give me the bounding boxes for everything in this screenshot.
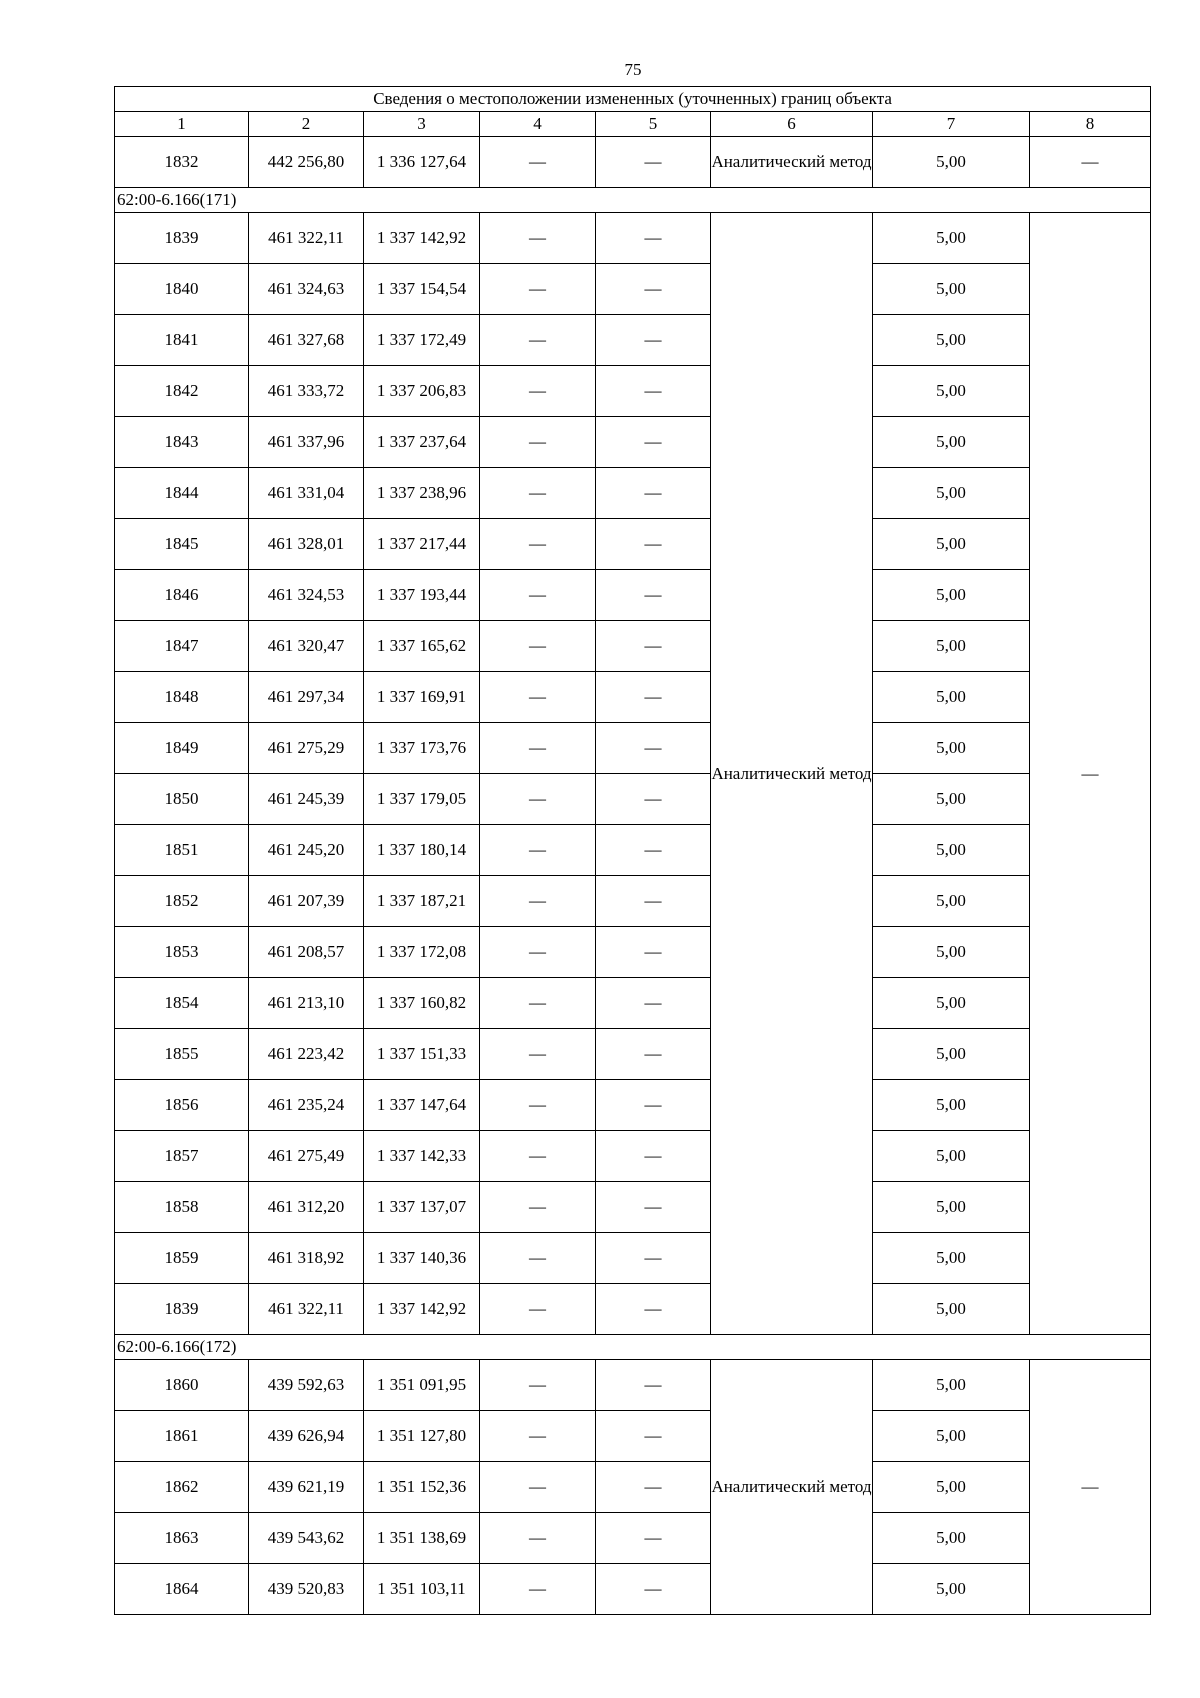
column-5-value: — [596,366,711,417]
coordinate-y: 1 337 187,21 [364,876,480,927]
point-number: 1840 [115,264,249,315]
column-4-value: — [480,417,596,468]
accuracy: 5,00 [873,315,1030,366]
column-5-value: — [596,927,711,978]
accuracy: 5,00 [873,570,1030,621]
coordinate-y: 1 337 147,64 [364,1080,480,1131]
accuracy: 5,00 [873,723,1030,774]
table-row [115,723,1151,774]
coordinate-y: 1 351 152,36 [364,1462,480,1513]
point-number: 1849 [115,723,249,774]
table-row [115,137,1151,188]
coordinate-y: 1 351 127,80 [364,1411,480,1462]
table-title-row [115,87,1151,112]
coordinate-y: 1 337 165,62 [364,621,480,672]
table-row [115,621,1151,672]
column-4-value: — [480,1080,596,1131]
column-5-value: — [596,978,711,1029]
column-4-value: — [480,1564,596,1615]
column-5-value: — [596,774,711,825]
point-number: 1862 [115,1462,249,1513]
column-5-value: — [596,417,711,468]
table-row [115,570,1151,621]
column-5-value: — [596,723,711,774]
coordinate-x: 461 245,20 [249,825,364,876]
table-row [115,825,1151,876]
coordinate-x: 461 213,10 [249,978,364,1029]
coordinate-y: 1 351 091,95 [364,1360,480,1411]
column-4-value: — [480,213,596,264]
column-4-value: — [480,927,596,978]
table-row [115,1360,1151,1411]
column-number: 6 [711,112,873,137]
method: Аналитический метод [711,1360,873,1615]
column-4-value: — [480,1233,596,1284]
accuracy: 5,00 [873,672,1030,723]
column-number-row [115,112,1151,137]
column-5-value: — [596,213,711,264]
column-5-value: — [596,825,711,876]
coordinate-x: 439 621,19 [249,1462,364,1513]
accuracy: 5,00 [873,1080,1030,1131]
accuracy: 5,00 [873,1284,1030,1335]
column-4-value: — [480,315,596,366]
point-number: 1844 [115,468,249,519]
column-5-value: — [596,315,711,366]
column-4-value: — [480,723,596,774]
table-row [115,1513,1151,1564]
column-number: 3 [364,112,480,137]
point-number: 1847 [115,621,249,672]
table-row [115,1462,1151,1513]
coordinate-y: 1 337 137,07 [364,1182,480,1233]
coordinate-y: 1 351 138,69 [364,1513,480,1564]
column-8-value: — [1030,137,1151,188]
point-number: 1839 [115,1284,249,1335]
accuracy: 5,00 [873,1411,1030,1462]
coordinate-x: 461 275,49 [249,1131,364,1182]
coordinate-x: 461 312,20 [249,1182,364,1233]
table-row [115,1182,1151,1233]
column-4-value: — [480,774,596,825]
coordinate-y: 1 337 160,82 [364,978,480,1029]
table-row [115,213,1151,264]
point-number: 1850 [115,774,249,825]
accuracy: 5,00 [873,468,1030,519]
coordinate-y: 1 337 172,49 [364,315,480,366]
coordinate-y: 1 337 217,44 [364,519,480,570]
column-4-value: — [480,1131,596,1182]
cadastral-number: 62:00-6.166(171) [115,188,1151,213]
coordinate-x: 461 331,04 [249,468,364,519]
point-number: 1848 [115,672,249,723]
accuracy: 5,00 [873,213,1030,264]
table-row [115,366,1151,417]
table-row [115,1284,1151,1335]
coordinate-x: 461 324,53 [249,570,364,621]
column-number: 8 [1030,112,1151,137]
coordinate-y: 1 337 142,33 [364,1131,480,1182]
column-4-value: — [480,1411,596,1462]
column-5-value: — [596,264,711,315]
table-row [115,519,1151,570]
column-5-value: — [596,1564,711,1615]
point-number: 1860 [115,1360,249,1411]
table-row [115,978,1151,1029]
table-row [115,1233,1151,1284]
coordinate-y: 1 337 238,96 [364,468,480,519]
column-8-value: — [1030,1360,1151,1615]
coordinate-y: 1 337 206,83 [364,366,480,417]
coordinate-x: 461 322,11 [249,213,364,264]
accuracy: 5,00 [873,264,1030,315]
coordinate-y: 1 337 173,76 [364,723,480,774]
coordinate-x: 461 320,47 [249,621,364,672]
table-title: Сведения о местоположении измененных (уточненных) границ объекта [115,87,1151,112]
point-number: 1843 [115,417,249,468]
column-5-value: — [596,1080,711,1131]
accuracy: 5,00 [873,137,1030,188]
coordinate-x: 461 318,92 [249,1233,364,1284]
coordinate-x: 439 543,62 [249,1513,364,1564]
coordinate-y: 1 337 180,14 [364,825,480,876]
column-5-value: — [596,876,711,927]
column-5-value: — [596,1182,711,1233]
column-number: 4 [480,112,596,137]
coordinate-y: 1 337 172,08 [364,927,480,978]
accuracy: 5,00 [873,519,1030,570]
coordinate-y: 1 337 193,44 [364,570,480,621]
accuracy: 5,00 [873,774,1030,825]
coordinate-y: 1 337 140,36 [364,1233,480,1284]
coordinate-x: 461 207,39 [249,876,364,927]
column-4-value: — [480,264,596,315]
column-4-value: — [480,468,596,519]
coordinate-x: 442 256,80 [249,137,364,188]
accuracy: 5,00 [873,1029,1030,1080]
column-5-value: — [596,1360,711,1411]
column-4-value: — [480,825,596,876]
table-row [115,417,1151,468]
page-number: 75 [624,60,642,79]
coordinate-x: 461 322,11 [249,1284,364,1335]
coordinate-y: 1 337 154,54 [364,264,480,315]
column-5-value: — [596,1462,711,1513]
group-header-row [115,188,1151,213]
group-header-row [115,1335,1151,1360]
column-4-value: — [480,876,596,927]
table-row [115,468,1151,519]
point-number: 1863 [115,1513,249,1564]
column-8-value: — [1030,213,1151,1335]
coordinate-y: 1 337 142,92 [364,213,480,264]
accuracy: 5,00 [873,1513,1030,1564]
method: Аналитический метод [711,213,873,1335]
coordinate-x: 461 333,72 [249,366,364,417]
coordinate-x: 461 328,01 [249,519,364,570]
column-4-value: — [480,570,596,621]
accuracy: 5,00 [873,1233,1030,1284]
coordinate-y: 1 351 103,11 [364,1564,480,1615]
point-number: 1842 [115,366,249,417]
column-4-value: — [480,366,596,417]
accuracy: 5,00 [873,1182,1030,1233]
coordinate-x: 461 223,42 [249,1029,364,1080]
table-row [115,672,1151,723]
coordinate-x: 439 520,83 [249,1564,364,1615]
column-5-value: — [596,519,711,570]
coordinate-x: 461 275,29 [249,723,364,774]
point-number: 1852 [115,876,249,927]
column-4-value: — [480,1182,596,1233]
coordinate-x: 461 297,34 [249,672,364,723]
table-row [115,264,1151,315]
table-row [115,1131,1151,1182]
column-5-value: — [596,1513,711,1564]
coordinate-x: 439 626,94 [249,1411,364,1462]
table-row [115,1080,1151,1131]
column-number: 5 [596,112,711,137]
accuracy: 5,00 [873,978,1030,1029]
accuracy: 5,00 [873,621,1030,672]
column-5-value: — [596,137,711,188]
column-5-value: — [596,621,711,672]
column-number: 1 [115,112,249,137]
point-number: 1857 [115,1131,249,1182]
column-4-value: — [480,1360,596,1411]
point-number: 1846 [115,570,249,621]
column-5-value: — [596,1411,711,1462]
column-number: 2 [249,112,364,137]
accuracy: 5,00 [873,417,1030,468]
column-5-value: — [596,672,711,723]
coordinate-y: 1 337 237,64 [364,417,480,468]
coordinate-x: 461 245,39 [249,774,364,825]
table-row [115,1029,1151,1080]
column-4-value: — [480,137,596,188]
table-row [115,774,1151,825]
coordinate-y: 1 336 127,64 [364,137,480,188]
method: Аналитический метод [711,137,873,188]
point-number: 1864 [115,1564,249,1615]
point-number: 1845 [115,519,249,570]
accuracy: 5,00 [873,825,1030,876]
column-5-value: — [596,468,711,519]
point-number: 1839 [115,213,249,264]
column-5-value: — [596,1029,711,1080]
table-row [115,927,1151,978]
accuracy: 5,00 [873,1462,1030,1513]
point-number: 1859 [115,1233,249,1284]
accuracy: 5,00 [873,1564,1030,1615]
column-4-value: — [480,1462,596,1513]
column-number: 7 [873,112,1030,137]
point-number: 1854 [115,978,249,1029]
accuracy: 5,00 [873,876,1030,927]
coordinate-x: 461 327,68 [249,315,364,366]
coordinate-y: 1 337 169,91 [364,672,480,723]
point-number: 1855 [115,1029,249,1080]
coordinate-y: 1 337 151,33 [364,1029,480,1080]
coordinate-y: 1 337 179,05 [364,774,480,825]
point-number: 1853 [115,927,249,978]
column-4-value: — [480,1513,596,1564]
cadastral-number: 62:00-6.166(172) [115,1335,1151,1360]
table-row [115,1564,1151,1615]
coordinate-x: 461 337,96 [249,417,364,468]
column-5-value: — [596,1233,711,1284]
accuracy: 5,00 [873,927,1030,978]
coordinate-y: 1 337 142,92 [364,1284,480,1335]
column-4-value: — [480,1284,596,1335]
coordinate-x: 461 208,57 [249,927,364,978]
column-4-value: — [480,519,596,570]
point-number: 1841 [115,315,249,366]
column-5-value: — [596,570,711,621]
column-4-value: — [480,1029,596,1080]
point-number: 1851 [115,825,249,876]
coordinate-x: 439 592,63 [249,1360,364,1411]
table-row [115,315,1151,366]
point-number: 1861 [115,1411,249,1462]
column-4-value: — [480,621,596,672]
column-5-value: — [596,1131,711,1182]
accuracy: 5,00 [873,1360,1030,1411]
accuracy: 5,00 [873,1131,1030,1182]
table-row [115,1411,1151,1462]
accuracy: 5,00 [873,366,1030,417]
table-row [115,876,1151,927]
column-5-value: — [596,1284,711,1335]
coordinate-x: 461 235,24 [249,1080,364,1131]
column-4-value: — [480,978,596,1029]
boundary-table [114,86,1151,1615]
point-number: 1856 [115,1080,249,1131]
point-number: 1832 [115,137,249,188]
coordinate-x: 461 324,63 [249,264,364,315]
point-number: 1858 [115,1182,249,1233]
column-4-value: — [480,672,596,723]
